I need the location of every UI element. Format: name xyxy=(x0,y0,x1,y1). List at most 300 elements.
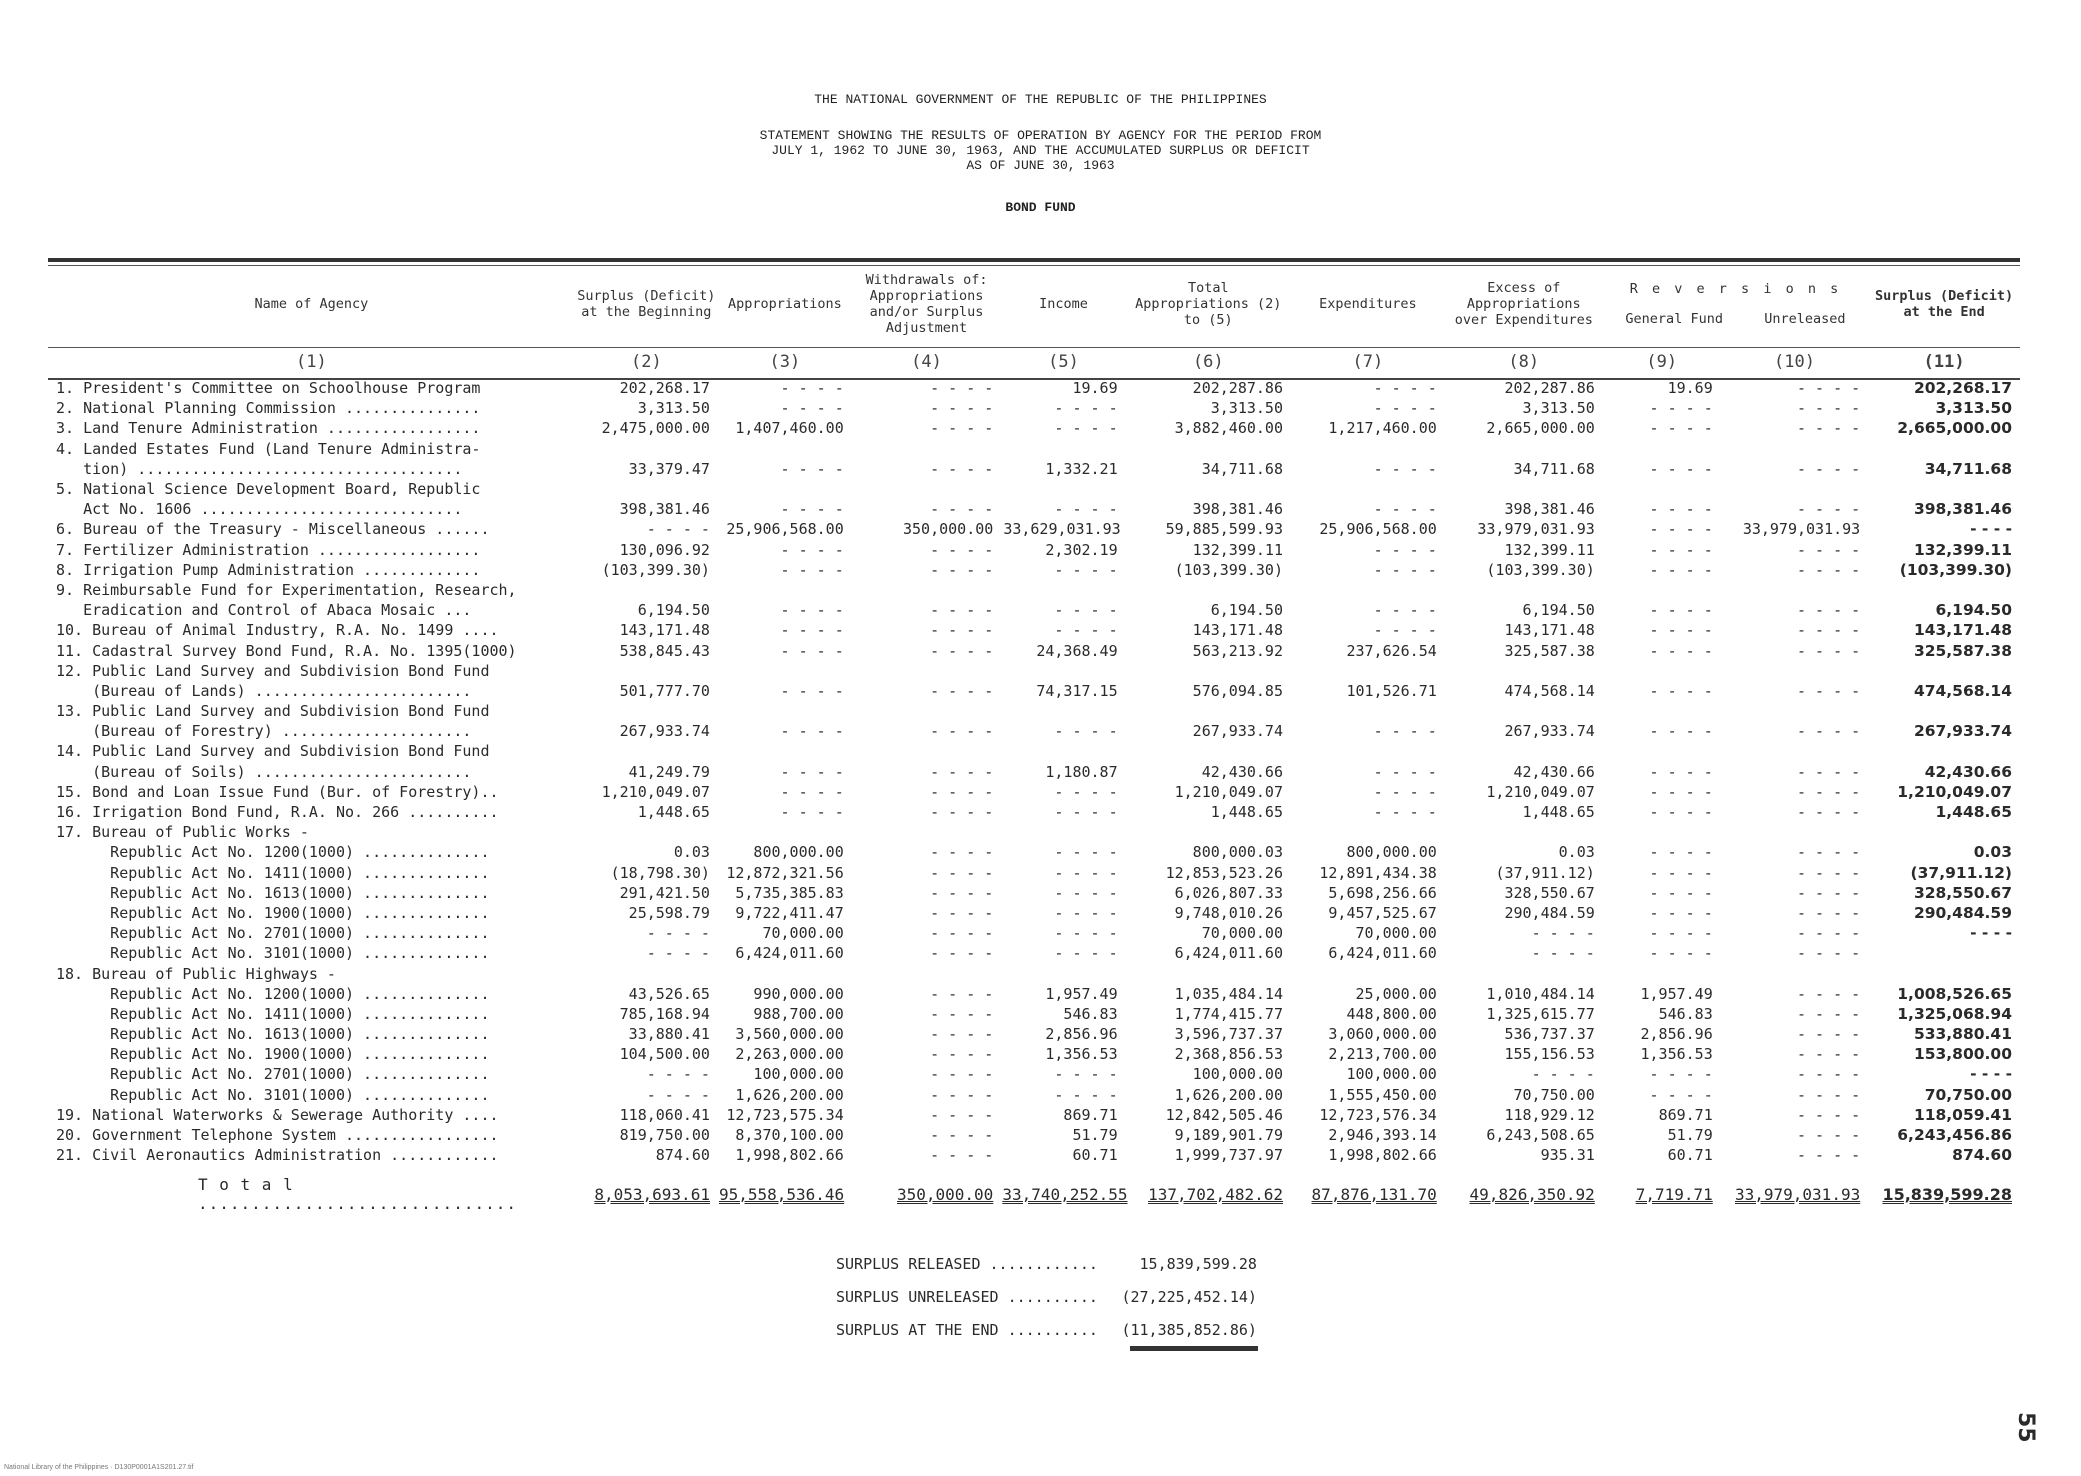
cell-c11: 1,325,068.94 xyxy=(1897,1004,2012,1023)
cell-c8: - - - - xyxy=(1531,1065,1595,1084)
cell-c2: 874.60 xyxy=(655,1146,710,1165)
cell-c8: 6,243,508.65 xyxy=(1486,1126,1595,1145)
cell-c3: 6,424,011.60 xyxy=(735,944,844,963)
cell-c3: - - - - xyxy=(780,782,844,801)
table-row xyxy=(48,479,2020,499)
cell-c10 xyxy=(1721,701,1868,721)
table-row xyxy=(48,782,2020,802)
cell-c10: - - - - xyxy=(1797,1105,1861,1124)
cell-c5: - - - - xyxy=(1054,1065,1118,1084)
cell-c9: 51.79 xyxy=(1667,1126,1713,1145)
cell-c6 xyxy=(1126,580,1291,600)
cell-c2 xyxy=(575,439,718,459)
page-number: 55 xyxy=(2013,1412,2038,1443)
cell-c10: - - - - xyxy=(1797,863,1861,882)
cell-c8: 118,929.12 xyxy=(1504,1105,1595,1124)
surplus-released-row xyxy=(836,1248,1257,1281)
cell-c2: 3,313.50 xyxy=(637,399,710,418)
cell-c7: 448,800.00 xyxy=(1346,1004,1437,1023)
agency-name: 14. Public Land Survey and Subdivision Bond Fund xyxy=(56,742,490,761)
cell-c6: 59,885,599.93 xyxy=(1165,520,1283,539)
cell-c4 xyxy=(852,701,1002,721)
cell-c7: 1,555,450.00 xyxy=(1328,1085,1437,1104)
agency-name: 16. Irrigation Bond Fund, R.A. No. 266 .......... xyxy=(56,803,499,822)
col-header-income: Income xyxy=(1039,296,1088,312)
cell-c9: - - - - xyxy=(1649,863,1713,882)
cell-c8: 267,933.74 xyxy=(1504,722,1595,741)
cell-c10: - - - - xyxy=(1797,944,1861,963)
total-c8: 49,826,350.92 xyxy=(1469,1184,1595,1204)
cell-c5: - - - - xyxy=(1054,399,1118,418)
cell-c2: 6,194.50 xyxy=(637,601,710,620)
table-row xyxy=(48,701,2020,721)
cell-c4: - - - - xyxy=(930,1045,994,1064)
cell-c10: - - - - xyxy=(1797,601,1861,620)
column-number: (10) xyxy=(1774,352,1815,372)
cell-c6: 9,189,901.79 xyxy=(1174,1126,1283,1145)
cell-c3: - - - - xyxy=(780,803,844,822)
agency-name: Republic Act No. 1613(1000) .............. xyxy=(56,883,490,902)
cell-c2: (18,798.30) xyxy=(610,863,710,882)
cell-c2: 43,526.65 xyxy=(628,984,710,1003)
cell-c6: 143,171.48 xyxy=(1192,621,1283,640)
agency-name: Republic Act No. 1900(1000) .............. xyxy=(56,1045,490,1064)
cell-c11: 290,484.59 xyxy=(1913,903,2012,922)
cell-c8: 536,737.37 xyxy=(1504,1025,1595,1044)
cell-c6: 1,999,737.97 xyxy=(1174,1146,1283,1165)
cell-c3: - - - - xyxy=(780,540,844,559)
cell-c2: 33,379.47 xyxy=(628,459,710,478)
cell-c10 xyxy=(1721,439,1868,459)
column-header-row xyxy=(48,262,2020,346)
cell-c6: 3,313.50 xyxy=(1210,399,1283,418)
cell-c9 xyxy=(1603,439,1721,459)
cell-c10: - - - - xyxy=(1797,722,1861,741)
cell-c8: 935.31 xyxy=(1540,1146,1595,1165)
cell-c4: - - - - xyxy=(930,1126,994,1145)
cell-c11 xyxy=(1868,822,2020,842)
table-row xyxy=(48,863,2020,883)
cell-c6 xyxy=(1126,439,1291,459)
agency-name: 7. Fertilizer Administration .................. xyxy=(56,540,481,559)
table-row xyxy=(48,903,2020,923)
cell-c6: 202,287.86 xyxy=(1192,379,1283,398)
cell-c4: - - - - xyxy=(930,863,994,882)
cell-c5: 869.71 xyxy=(1063,1105,1118,1124)
cell-c9: 1,356.53 xyxy=(1640,1045,1713,1064)
cell-c6: 1,035,484.14 xyxy=(1174,984,1283,1003)
cell-c3: 988,700.00 xyxy=(753,1004,844,1023)
table-row xyxy=(48,1105,2020,1125)
cell-c5: - - - - xyxy=(1054,924,1118,943)
cell-c8: - - - - xyxy=(1531,944,1595,963)
agency-name: Republic Act No. 2701(1000) .............. xyxy=(56,1065,490,1084)
total-row xyxy=(48,1165,2020,1214)
cell-c3: 12,723,575.34 xyxy=(726,1105,844,1124)
table-row xyxy=(48,681,2020,701)
column-number: (9) xyxy=(1646,352,1678,372)
cell-c2: - - - - xyxy=(646,924,710,943)
cell-c3 xyxy=(718,479,852,499)
cell-c11: 70,750.00 xyxy=(1924,1085,2012,1104)
table-row xyxy=(48,943,2020,963)
cell-c5: 51.79 xyxy=(1072,1126,1118,1145)
cell-c3 xyxy=(718,439,852,459)
cell-c3: 990,000.00 xyxy=(753,984,844,1003)
cell-c8: 6,194.50 xyxy=(1522,601,1595,620)
cell-c9 xyxy=(1603,661,1721,681)
cell-c8: 0.03 xyxy=(1558,843,1595,862)
cell-c5: 1,356.53 xyxy=(1045,1045,1118,1064)
cell-c6 xyxy=(1126,741,1291,761)
cell-c9: - - - - xyxy=(1649,419,1713,438)
cell-c3: 2,263,000.00 xyxy=(735,1045,844,1064)
agency-name: Republic Act No. 3101(1000) .............. xyxy=(56,1085,490,1104)
cell-c3: 800,000.00 xyxy=(753,843,844,862)
agency-name: 4. Landed Estates Fund (Land Tenure Administra- xyxy=(56,439,481,458)
cell-c4: 350,000.00 xyxy=(903,520,994,539)
cell-c4: - - - - xyxy=(930,984,994,1003)
col-header-expenditures: Expenditures xyxy=(1319,296,1417,312)
cell-c11: 0.03 xyxy=(1973,843,2012,862)
cell-c10: - - - - xyxy=(1797,1146,1861,1165)
cell-c3: - - - - xyxy=(780,560,844,579)
agency-name: 10. Bureau of Animal Industry, R.A. No. 1499 .... xyxy=(56,621,499,640)
cell-c8 xyxy=(1445,439,1603,459)
cell-c3: 1,998,802.66 xyxy=(735,1146,844,1165)
cell-c7 xyxy=(1291,741,1445,761)
total-c6: 137,702,482.62 xyxy=(1148,1184,1283,1204)
agency-name: Republic Act No. 1411(1000) .............. xyxy=(56,1004,490,1023)
cell-c9: - - - - xyxy=(1649,601,1713,620)
cell-c11 xyxy=(1868,741,2020,761)
cell-c11: 1,008,526.65 xyxy=(1897,984,2012,1003)
agency-name: Republic Act No. 3101(1000) .............. xyxy=(56,944,490,963)
cell-c4 xyxy=(852,479,1002,499)
cell-c10: - - - - xyxy=(1797,560,1861,579)
total-c11: 15,839,599.28 xyxy=(1882,1184,2012,1204)
agency-name: (Bureau of Lands) ........................ xyxy=(56,681,472,700)
cell-c9: - - - - xyxy=(1649,520,1713,539)
cell-c3: - - - - xyxy=(780,681,844,700)
cell-c4: - - - - xyxy=(930,1146,994,1165)
cell-c7: - - - - xyxy=(1373,782,1437,801)
col-header-name: Name of Agency xyxy=(254,296,369,312)
cell-c3: 12,872,321.56 xyxy=(726,863,844,882)
cell-c5: 1,180.87 xyxy=(1045,762,1118,781)
statement-table xyxy=(48,262,2020,1214)
cell-c8: 1,448.65 xyxy=(1522,803,1595,822)
surplus-unreleased-label: SURPLUS UNRELEASED .......... xyxy=(836,1288,1098,1306)
table-row xyxy=(48,1085,2020,1105)
total-c9: 7,719.71 xyxy=(1635,1184,1713,1204)
agency-name: Republic Act No. 1200(1000) .............. xyxy=(56,984,490,1003)
cell-c7 xyxy=(1291,479,1445,499)
cell-c11: 6,194.50 xyxy=(1935,601,2012,620)
cell-c4: - - - - xyxy=(930,944,994,963)
col-header-reversions xyxy=(1603,262,1868,346)
cell-c8 xyxy=(1445,741,1603,761)
surplus-end-value: (11,385,852.86) xyxy=(1121,1321,1257,1339)
cell-c5: 2,856.96 xyxy=(1045,1025,1118,1044)
subtitle-line-1: STATEMENT SHOWING THE RESULTS OF OPERATION BY AGENCY FOR THE PERIOD FROM xyxy=(759,128,1322,143)
cell-c10: - - - - xyxy=(1797,500,1861,519)
cell-c2: 267,933.74 xyxy=(619,722,710,741)
cell-c11 xyxy=(1868,701,2020,721)
cell-c6 xyxy=(1126,822,1291,842)
cell-c7: 800,000.00 xyxy=(1346,843,1437,862)
cell-c2: 785,168.94 xyxy=(619,1004,710,1023)
cell-c8: 1,325,615.77 xyxy=(1486,1004,1595,1023)
cell-c3: - - - - xyxy=(780,762,844,781)
column-number: (6) xyxy=(1192,352,1224,372)
cell-c9 xyxy=(1603,741,1721,761)
cell-c6: 100,000.00 xyxy=(1192,1065,1283,1084)
cell-c2: (103,399.30) xyxy=(601,560,710,579)
cell-c9: 60.71 xyxy=(1667,1146,1713,1165)
cell-c5: - - - - xyxy=(1054,863,1118,882)
col-header-total-appropriations: Total Appropriations (2) to (5) xyxy=(1135,280,1282,328)
cell-c3: - - - - xyxy=(780,459,844,478)
column-number: (4) xyxy=(911,352,942,372)
cell-c11: 118,059.41 xyxy=(1913,1105,2012,1124)
summary-double-underline xyxy=(1130,1346,1258,1351)
cell-c6: 1,626,200.00 xyxy=(1174,1085,1283,1104)
cell-c4: - - - - xyxy=(930,379,994,398)
cell-c6: 563,213.92 xyxy=(1192,641,1283,660)
cell-c4 xyxy=(852,741,1002,761)
cell-c5: - - - - xyxy=(1054,1085,1118,1104)
cell-c10: - - - - xyxy=(1797,621,1861,640)
cell-c7: 3,060,000.00 xyxy=(1328,1025,1437,1044)
cell-c2: - - - - xyxy=(646,944,710,963)
cell-c5: - - - - xyxy=(1054,722,1118,741)
cell-c11: 325,587.38 xyxy=(1913,641,2012,660)
cell-c9: - - - - xyxy=(1649,540,1713,559)
col-header-unreleased: Unreleased xyxy=(1764,311,1846,327)
table-row xyxy=(48,600,2020,620)
cell-c7 xyxy=(1291,439,1445,459)
cell-c9: - - - - xyxy=(1649,621,1713,640)
cell-c5 xyxy=(1001,822,1125,842)
cell-c9: - - - - xyxy=(1649,560,1713,579)
cell-c8: 132,399.11 xyxy=(1504,540,1595,559)
column-number: (11) xyxy=(1923,352,1965,372)
total-c2: 8,053,693.61 xyxy=(594,1184,710,1204)
cell-c2: 0.03 xyxy=(673,843,710,862)
cell-c5: - - - - xyxy=(1054,601,1118,620)
cell-c2: 398,381.46 xyxy=(619,500,710,519)
cell-c7: 70,000.00 xyxy=(1355,924,1437,943)
cell-c3: - - - - xyxy=(780,379,844,398)
cell-c6: 576,094.85 xyxy=(1192,681,1283,700)
cell-c5 xyxy=(1001,661,1125,681)
cell-c11: 267,933.74 xyxy=(1913,722,2012,741)
cell-c10: - - - - xyxy=(1797,1004,1861,1023)
cell-c3 xyxy=(718,661,852,681)
table-row xyxy=(48,519,2020,539)
agency-name: (Bureau of Forestry) ..................... xyxy=(56,722,472,741)
agency-name: 8. Irrigation Pump Administration ............. xyxy=(56,560,481,579)
cell-c9: - - - - xyxy=(1649,924,1713,943)
cell-c9 xyxy=(1603,479,1721,499)
cell-c6: 1,774,415.77 xyxy=(1174,1004,1283,1023)
surplus-released-value: 15,839,599.28 xyxy=(1139,1255,1257,1273)
cell-c4: - - - - xyxy=(930,459,994,478)
cell-c5: 60.71 xyxy=(1072,1146,1118,1165)
agency-name: Act No. 1606 ............................. xyxy=(56,500,463,519)
agency-name: 3. Land Tenure Administration ................. xyxy=(56,419,481,438)
cell-c10: - - - - xyxy=(1797,419,1861,438)
total-c3: 95,558,536.46 xyxy=(718,1184,845,1204)
cell-c9 xyxy=(1603,822,1721,842)
table-row xyxy=(48,439,2020,459)
cell-c6: 132,399.11 xyxy=(1192,540,1283,559)
cell-c7 xyxy=(1291,661,1445,681)
cell-c6: 6,194.50 xyxy=(1210,601,1283,620)
cell-c5 xyxy=(1001,963,1125,983)
column-number: (1) xyxy=(295,352,327,372)
cell-c8: 1,210,049.07 xyxy=(1486,782,1595,801)
cell-c2: 104,500.00 xyxy=(619,1045,710,1064)
cell-c2: 118,060.41 xyxy=(619,1105,710,1124)
cell-c2: 1,210,049.07 xyxy=(601,782,710,801)
cell-c10: - - - - xyxy=(1797,843,1861,862)
subtitle-line-3: AS OF JUNE 30, 1963 xyxy=(966,158,1115,173)
cell-c3: 70,000.00 xyxy=(762,924,844,943)
cell-c10: - - - - xyxy=(1797,1025,1861,1044)
table-row xyxy=(48,883,2020,903)
cell-c5 xyxy=(1001,439,1125,459)
cell-c2 xyxy=(575,661,718,681)
cell-c10: - - - - xyxy=(1797,399,1861,418)
cell-c4 xyxy=(852,580,1002,600)
cell-c7: 6,424,011.60 xyxy=(1328,944,1437,963)
cell-c11: 34,711.68 xyxy=(1924,459,2012,478)
cell-c4: - - - - xyxy=(930,803,994,822)
cell-c2: 538,845.43 xyxy=(619,641,710,660)
cell-c9: 19.69 xyxy=(1667,379,1713,398)
cell-c10: 33,979,031.93 xyxy=(1742,520,1861,539)
cell-c7: - - - - xyxy=(1373,399,1437,418)
cell-c6: 2,368,856.53 xyxy=(1174,1045,1283,1064)
table-row xyxy=(48,741,2020,761)
agency-name: Eradication and Control of Abaca Mosaic ... xyxy=(56,601,472,620)
cell-c10: - - - - xyxy=(1797,1065,1861,1084)
cell-c7: 12,891,434.38 xyxy=(1319,863,1437,882)
cell-c10: - - - - xyxy=(1797,762,1861,781)
cell-c5 xyxy=(1001,479,1125,499)
cell-c8: 143,171.48 xyxy=(1504,621,1595,640)
agency-name: 13. Public Land Survey and Subdivision Bond Fund xyxy=(56,702,490,721)
column-number: (2) xyxy=(630,352,662,372)
cell-c11 xyxy=(1868,963,2020,983)
agency-name: tion) .................................... xyxy=(56,459,463,478)
cell-c4: - - - - xyxy=(930,762,994,781)
agency-name: 5. National Science Development Board, Republic xyxy=(56,480,481,499)
cell-c10: - - - - xyxy=(1797,641,1861,660)
cell-c9: - - - - xyxy=(1649,459,1713,478)
cell-c2: 143,171.48 xyxy=(619,621,710,640)
cell-c2: 25,598.79 xyxy=(628,903,710,922)
cell-c11: - - - - xyxy=(1970,520,2012,539)
cell-c5: - - - - xyxy=(1054,803,1118,822)
cell-c10 xyxy=(1721,963,1868,983)
table-row xyxy=(48,923,2020,943)
cell-c10 xyxy=(1721,741,1868,761)
table-row xyxy=(48,640,2020,660)
cell-c8: (103,399.30) xyxy=(1486,560,1595,579)
cell-c7: 25,000.00 xyxy=(1355,984,1437,1003)
cell-c9: - - - - xyxy=(1649,762,1713,781)
table-row xyxy=(48,1004,2020,1024)
cell-c10: - - - - xyxy=(1797,903,1861,922)
cell-c2 xyxy=(575,963,718,983)
report-title: THE NATIONAL GOVERNMENT OF THE REPUBLIC OF THE PHILIPPINES xyxy=(814,92,1267,107)
cell-c11: (103,399.30) xyxy=(1899,560,2012,579)
cell-c11: - - - - xyxy=(1970,924,2012,943)
cell-c11: 874.60 xyxy=(1952,1146,2012,1165)
cell-c6 xyxy=(1126,963,1291,983)
cell-c3: 100,000.00 xyxy=(753,1065,844,1084)
cell-c9: - - - - xyxy=(1649,399,1713,418)
cell-c7: - - - - xyxy=(1373,560,1437,579)
column-number-row xyxy=(48,346,2020,378)
table-row xyxy=(48,842,2020,862)
cell-c11: 42,430.66 xyxy=(1924,762,2012,781)
cell-c10: - - - - xyxy=(1797,984,1861,1003)
agency-name: Republic Act No. 2701(1000) .............. xyxy=(56,924,490,943)
cell-c2: 2,475,000.00 xyxy=(601,419,710,438)
cell-c8: 290,484.59 xyxy=(1504,903,1595,922)
cell-c4: - - - - xyxy=(930,621,994,640)
cell-c4: - - - - xyxy=(930,1004,994,1023)
cell-c7: - - - - xyxy=(1373,621,1437,640)
cell-c7: 1,998,802.66 xyxy=(1328,1146,1437,1165)
cell-c7: - - - - xyxy=(1373,540,1437,559)
table-row xyxy=(48,540,2020,560)
cell-c9: 869.71 xyxy=(1658,1105,1713,1124)
surplus-unreleased-value: (27,225,452.14) xyxy=(1121,1288,1257,1306)
cell-c8: 155,156.53 xyxy=(1504,1045,1595,1064)
cell-c10 xyxy=(1721,661,1868,681)
surplus-unreleased-row xyxy=(836,1281,1257,1314)
cell-c8 xyxy=(1445,479,1603,499)
cell-c9 xyxy=(1603,701,1721,721)
cell-c9: - - - - xyxy=(1649,803,1713,822)
cell-c3: - - - - xyxy=(780,621,844,640)
table-row xyxy=(48,963,2020,983)
cell-c11: 533,880.41 xyxy=(1913,1025,2012,1044)
fund-title: BOND FUND xyxy=(1005,200,1076,215)
cell-c7: - - - - xyxy=(1373,601,1437,620)
total-c4: 350,000.00 xyxy=(896,1184,994,1204)
cell-c10: - - - - xyxy=(1797,883,1861,902)
cell-c8: 325,587.38 xyxy=(1504,641,1595,660)
total-c10: 33,979,031.93 xyxy=(1734,1184,1861,1204)
cell-c9: - - - - xyxy=(1649,944,1713,963)
cell-c2: 41,249.79 xyxy=(628,762,710,781)
cell-c6: 267,933.74 xyxy=(1192,722,1283,741)
cell-c10: - - - - xyxy=(1797,459,1861,478)
agency-name: 17. Bureau of Public Works - xyxy=(56,823,309,842)
cell-c11 xyxy=(1868,943,2020,963)
col-header-general-fund: General Fund xyxy=(1625,311,1723,327)
cell-c2: 819,750.00 xyxy=(619,1126,710,1145)
cell-c7: - - - - xyxy=(1373,803,1437,822)
cell-c4: - - - - xyxy=(930,540,994,559)
cell-c2: - - - - xyxy=(646,520,710,539)
